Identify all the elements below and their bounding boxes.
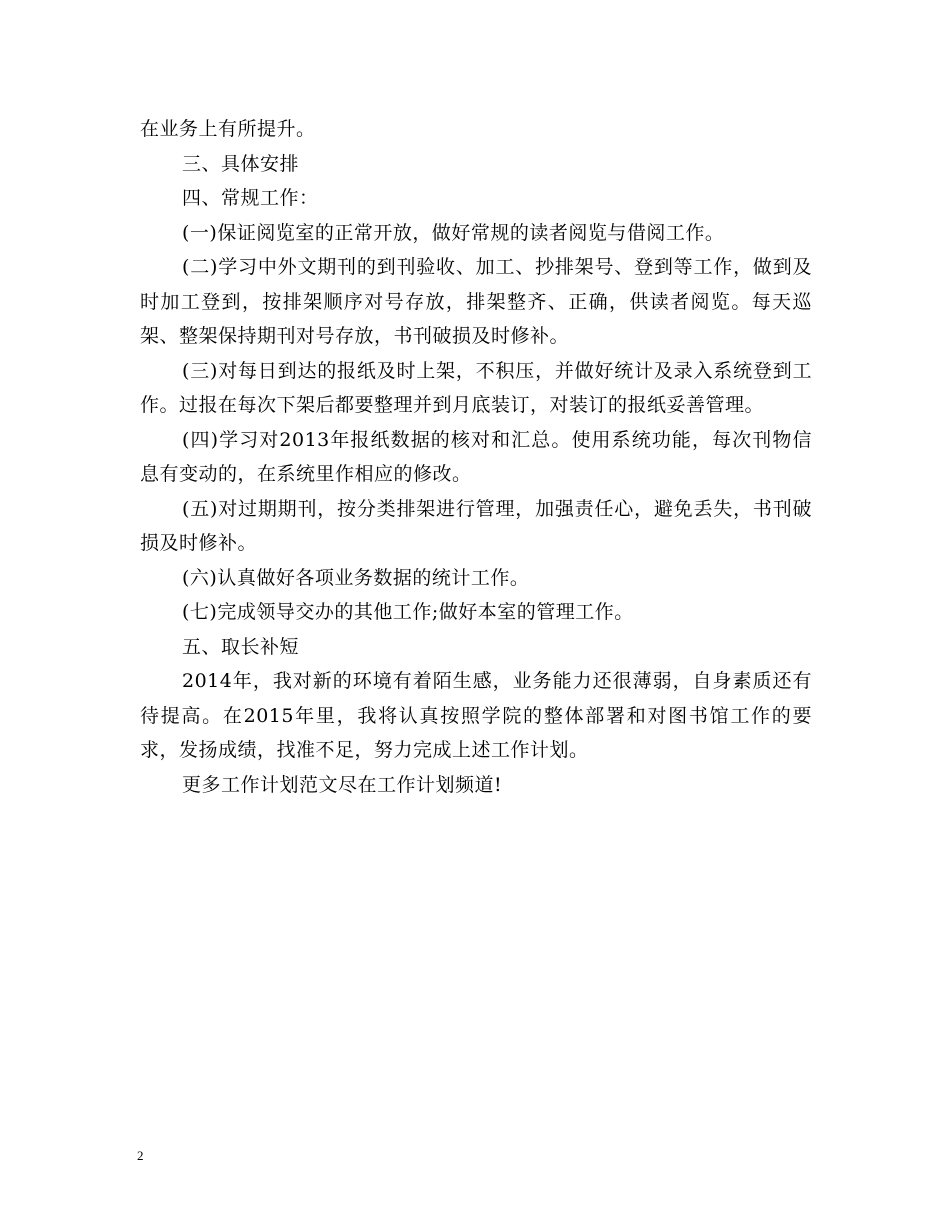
paragraph: 在业务上有所提升。 (140, 118, 316, 140)
section-heading: 四、常规工作： (182, 187, 319, 209)
list-item: (五)对过期期刊，按分类排架进行管理，加强责任心，避免丢失，书刊破损及时修补。 (140, 497, 812, 554)
list-item: (三)对每日到达的报纸及时上架，不积压，并做好统计及录入系统登到工作。过报在每次下架后都要整理并到月底装订，对装订的报纸妥善管理。 (140, 359, 812, 416)
list-item: (二)学习中外文期刊的到刊验收、加工、抄排架号、登到等工作，做到及时加工登到，按排架顺序对号存放，排架整齐、正确，供读者阅览。每天巡架、整架保持期刊对号存放，书刊破损及时修补。 (140, 256, 812, 347)
page-number: 2 (137, 1148, 144, 1163)
paragraph: 2014年，我对新的环境有着陌生感，业务能力还很薄弱，自身素质还有待提高。在2015年里，我将认真按照学院的整体部署和对图书馆工作的要求，发扬成绩，找准不足，努力完成上述工作计划。 (140, 670, 812, 761)
list-item: (四)学习对2013年报纸数据的核对和汇总。使用系统功能，每次刊物信息有变动的，在系统里作相应的修改。 (140, 428, 812, 485)
document-body (140, 112, 812, 802)
paragraph: 更多工作计划范文尽在工作计划频道! (182, 773, 503, 796)
list-item: (七)完成领导交办的其他工作;做好本室的管理工作。 (182, 601, 634, 623)
list-item: (六)认真做好各项业务数据的统计工作。 (182, 566, 530, 589)
list-item: (一)保证阅览室的正常开放，做好常规的读者阅览与借阅工作。 (182, 221, 725, 244)
section-heading: 三、具体安排 (182, 152, 300, 175)
section-heading: 五、取长补短 (182, 635, 300, 658)
